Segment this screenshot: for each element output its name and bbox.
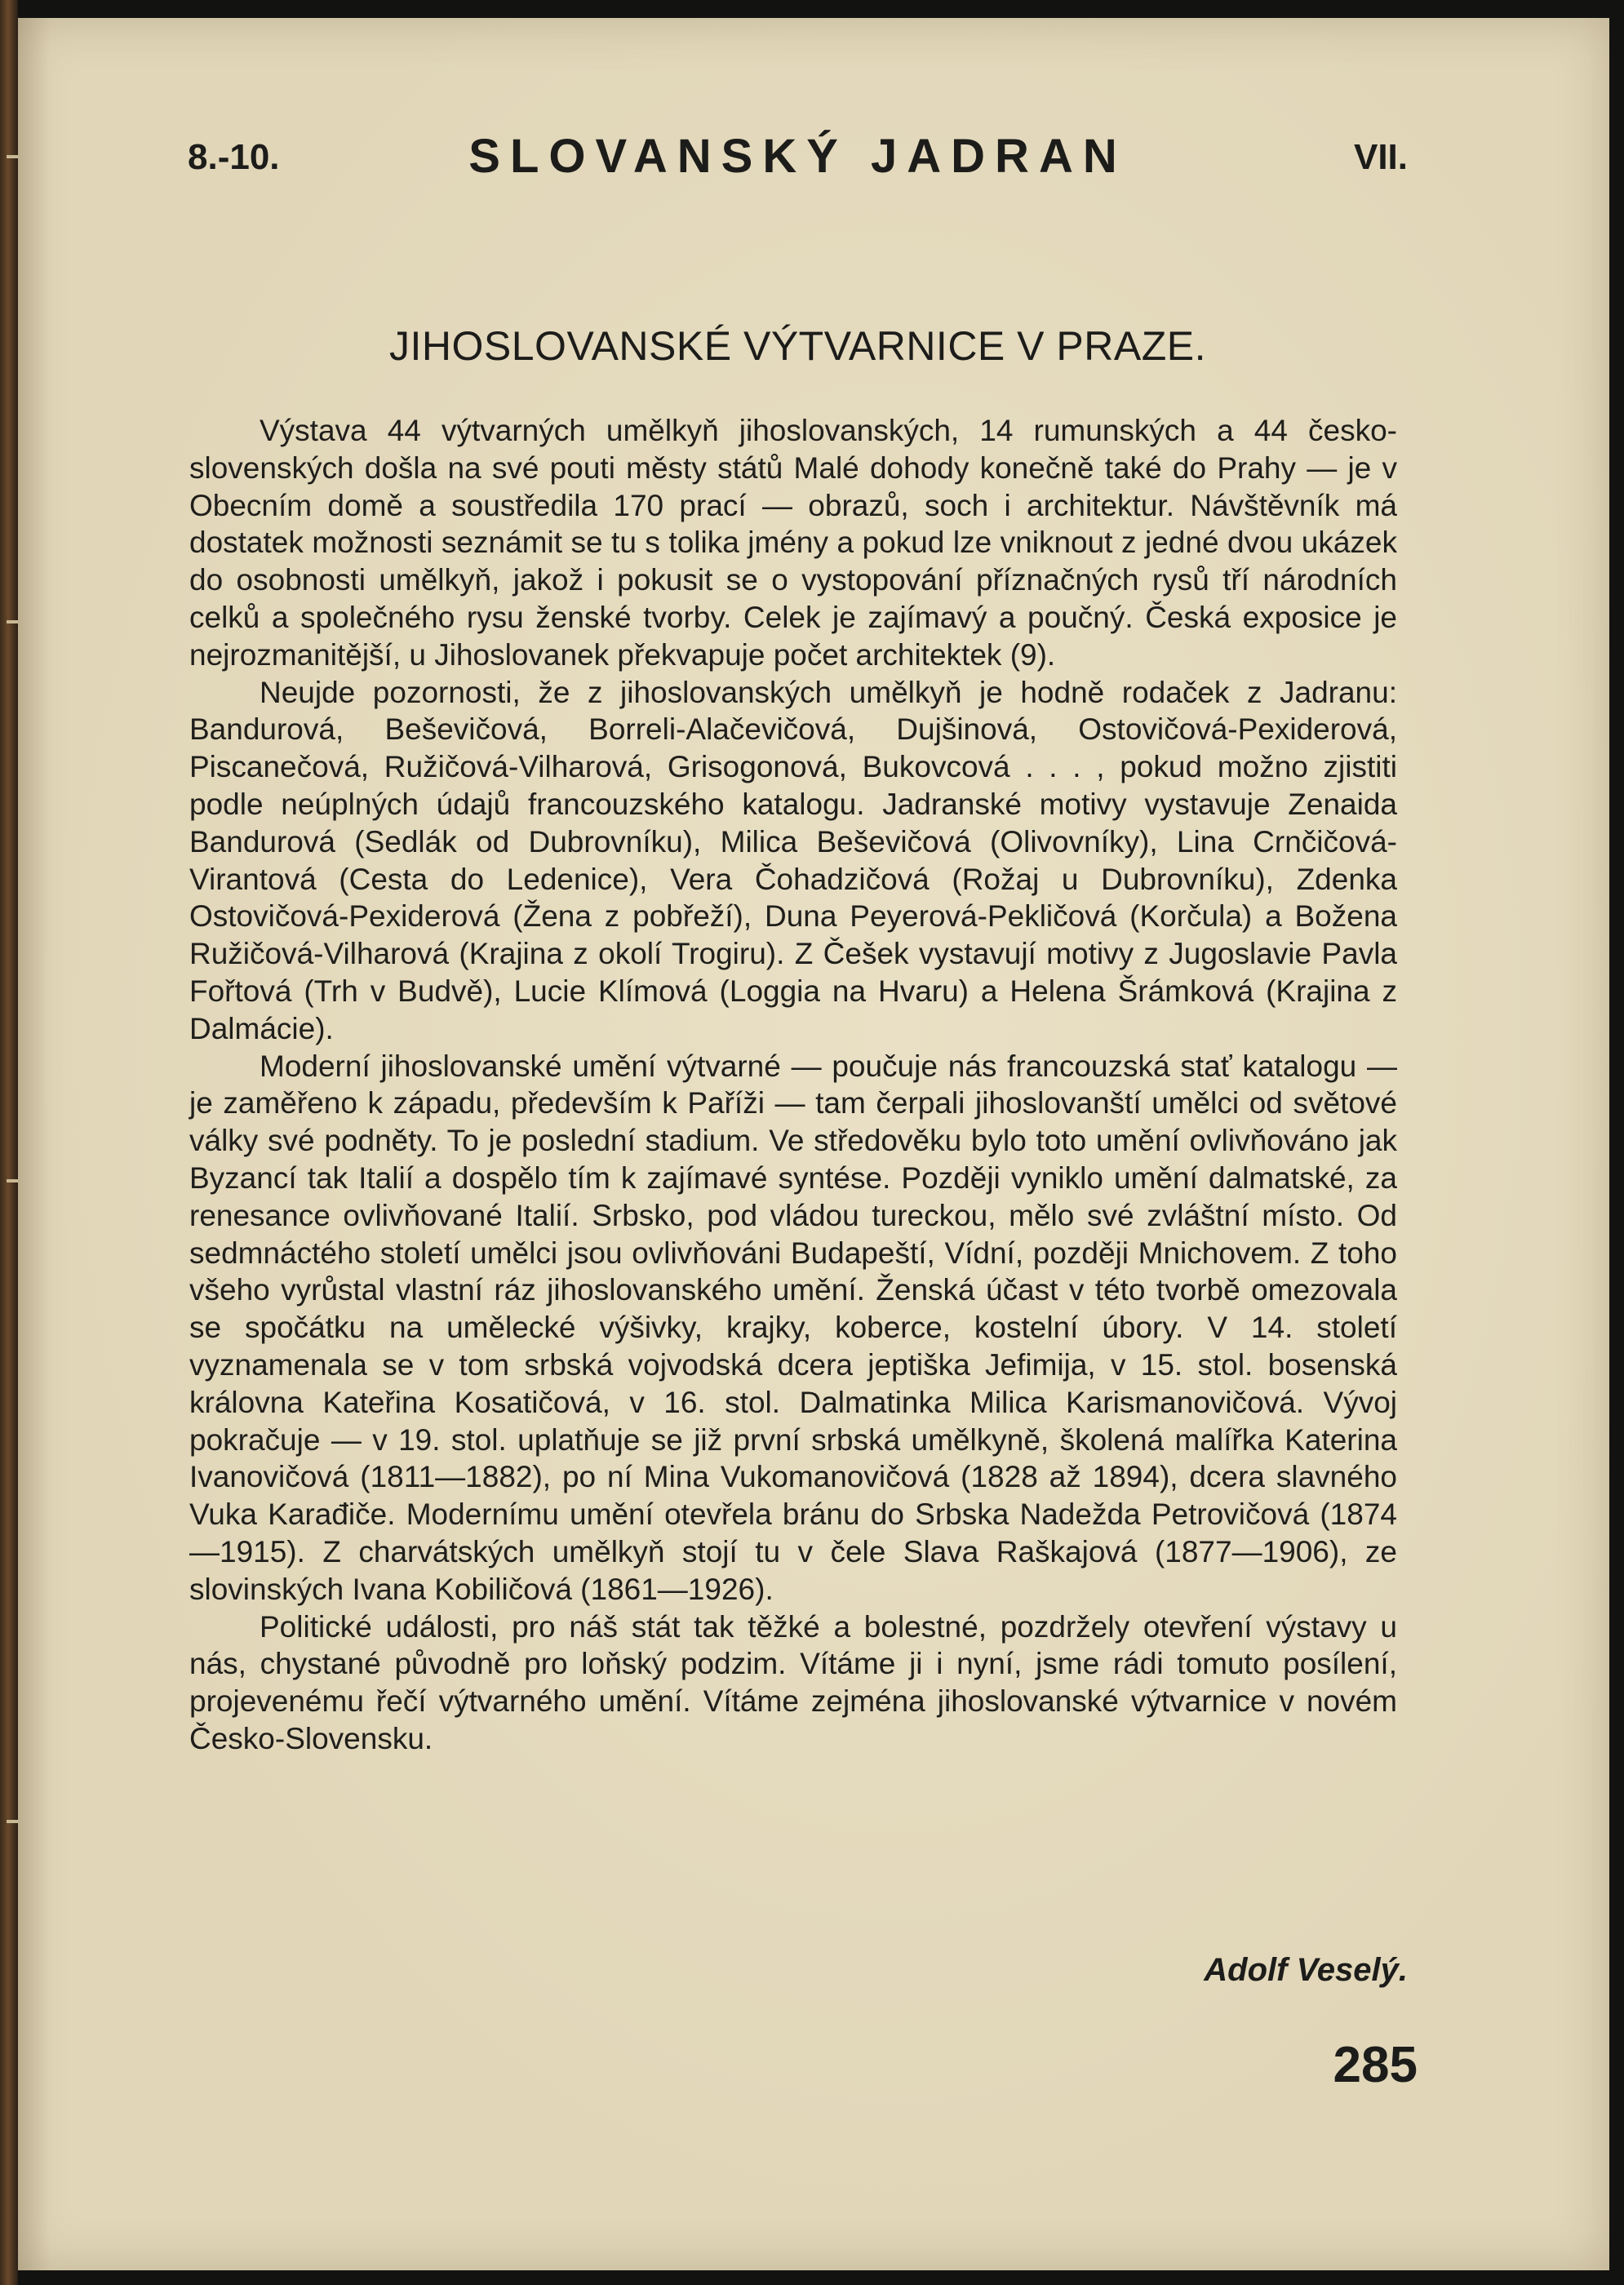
book-binding-edge [0,0,18,2285]
journal-title: SLOVANSKÝ JADRAN [468,130,1127,183]
running-header [188,129,1408,186]
binding-mark [7,620,18,623]
issue-number: 8.-10. [188,137,280,177]
binding-mark [7,1820,18,1823]
paragraph: Moderní jihoslovanské umění výtvarné — poučuje nás francouzská stať katalogu — je zaměřeno k západu, především k Paříži — tam čerpali jihoslovanští umělci od světové války své podněty. To je poslední stadium. Ve středověku bylo toto umění ovlivňováno jak Byzancí tak Italií a dospělo tím k zajímavé syntése. Později vyniklo umění dalmatské, za renesance ovlivňované Italií. Srbsko, pod vládou tureckou, mělo své zvláštní místo. Od sedmnáctého století umělci jsou ovlivňováni Budapeští, Vídní, později Mnichovem. Z toho všeho vyrůstal vlastní ráz jihoslovanského umění. Ženská účast v této tvorbě omezovala se spočátku na umělecké výšivky, krajky, koberce, kostelní úbory. V 14. století vyznamenala se v tom srbská vojvodská dcera jeptiška Jefimija, v 15. stol. bosenská královna Kateřina Kosatičová, v 16. stol. Dalmatinka Milica Karismanovičová. Vývoj pokračuje — v 19. stol. uplatňuje se již první srbská umělkyně, školená malířka Katerina Ivanovičová (1811—1882), po ní Mina Vukomanovičová (1828 až 1894), dcera slavného Vuka Karađiče. Modernímu umění otevřela bránu do Srbska Nadežda Petrovičová (1874—1915). Z charvátských umělkyň stojí tu v čele Slava Raškajová (1877—1906), ze slovinských Ivana Kobiličová (1861—1926). [189,1049,1397,1606]
article-title: JIHOSLOVANSKÉ VÝTVARNICE V PRAZE. [389,323,1206,369]
binding-mark [7,1179,18,1182]
paragraph: Neujde pozornosti, že z jihoslovanských umělkyň je hodně rodaček z Jadranu: Bandurová, Beševičová, Borreli-Alačevičová, Dujšinová, Ostovičová-Pexiderová, Piscanečová, Ružičová-Vilharová, Grisogonová, Bukovcová . . . , pokud možno zjistiti podle neúplných údajů francouzského katalogu. Jadranské motivy vystavuje Zenaida Bandurová (Sedlák od Dubrovníku), Milica Beševičová (Olivovníky), Lina Crnčičová-Virantová (Cesta do Ledenice), Vera Čohadzičová (Rožaj u Dubrovníku), Zdenka Ostovičová-Pexiderová (Žena z pobřeží), Duna Peyerová-Pekličová (Korčula) a Božena Ružičová-Vilharová (Krajina z okolí Trogiru). Z Češek vystavují motivy z Jugoslavie Pavla Fořtová (Trh v Budvě), Lucie Klímová (Loggia na Hvaru) a Helena Šrámková (Krajina z Dalmácie). [189,675,1397,1045]
page-number: 285 [1333,2037,1418,2093]
article-body [189,412,1397,1758]
paragraph: Výstava 44 výtvarných umělkyň jihoslovanských, 14 rumunských a 44 česko-slovenských došla na své pouti městy států Malé dohody konečně také do Prahy — je v Obecním domě a soustředila 170 prací — obrazů, soch i architektur. Návštěvník má dostatek možnosti seznámit se tu s tolika jmény a pokud lze vniknout z jedné dvou ukázek do osobnosti umělkyň, jakož i pokusit se o vystopování příznačných rysů tří národních celků a společného rysu ženské tvorby. Celek je zajímavý a poučný. Česká exposice je nejrozmanitější, u Jihoslovanek překvapuje počet architektek (9). [189,414,1397,672]
binding-mark [7,155,18,158]
paragraph: Politické události, pro náš stát tak těžké a bolestné, pozdržely otevření výstavy u nás, chystané původně pro loňský podzim. Vítáme ji i nyní, jsme rádi tomuto posílení, projevenému řečí výtvarného umění. Vítáme zejména jihoslovanské výtvarnice v novém Česko-Slovensku. [189,1609,1397,1755]
author-signature: Adolf Veselý. [1204,1952,1408,1988]
volume-number: VII. [1353,137,1408,177]
